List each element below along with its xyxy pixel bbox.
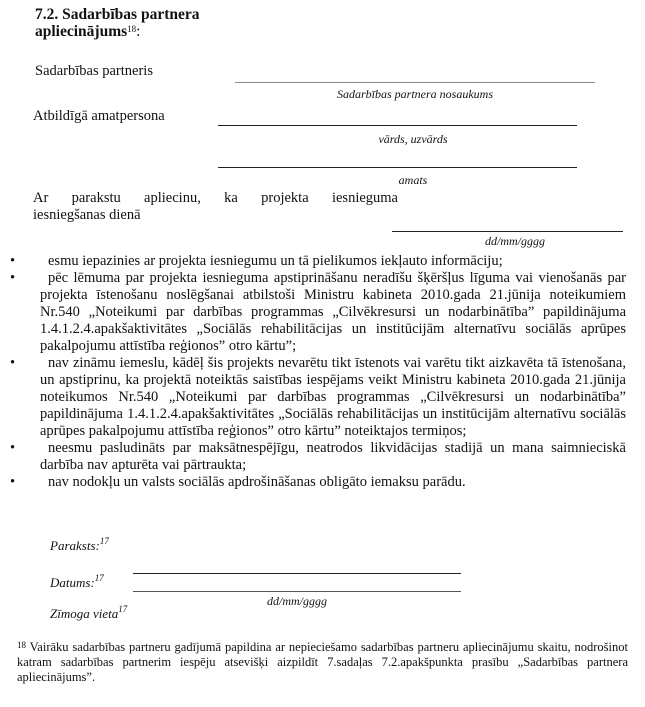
- list-item: [0, 440, 626, 474]
- list-item-text: pēc lēmuma par projekta iesnieguma apstiprināšanu neradīšu šķēršļus līguma vai vienošanās par projekta īstenošanu noslēgšanai atbilstoši Ministru kabineta 2010.gada 21.jūnija noteikumiem Nr.540 „Noteikumi par darbības programmas „Cilvēkresursi un nodarbinātība” papildinājuma 1.4.1.2.4.apakšaktivitātes „Sociālās rehabilitācijas un institūcijām alternatīvu sociālās aprūpes pakalpojumu attīstība reģionos” otro kārtu”;: [40, 270, 626, 354]
- official-name-field[interactable]: [218, 125, 577, 126]
- declaration-list: [0, 253, 626, 491]
- date-label: [50, 575, 104, 591]
- date-field[interactable]: [133, 591, 461, 592]
- signature-field[interactable]: [133, 573, 461, 574]
- footnote: [17, 640, 628, 685]
- list-item-text: nav zināmu iemeslu, kādēļ šis projekts nevarētu tikt īstenots vai varētu tikt aizkavēta tā īstenošana, un apstiprinu, ka projektā noteiktās saistības iespējams veikt Ministru kabineta 2010.gada 21.jūnija noteikumos Nr.540 „Noteikumi par darbības programmas „Cilvēkresursi un nodarbinātība” papildinājuma 1.4.1.2.4.apakšaktivitātes „Sociālās rehabilitācijas un institūcijām alternatīvu sociālās aprūpes pakalpojumu attīstība reģionos” otro kārtu” noteiktajos termiņos;: [40, 355, 626, 439]
- footnote-ref: 18: [127, 24, 137, 34]
- signature-label: [50, 538, 109, 554]
- title-colon: :: [136, 23, 141, 40]
- partner-caption: Sadarbības partnera nosaukums: [336, 87, 493, 101]
- footnote-ref: 17: [118, 604, 128, 614]
- statement-line-2: iesniegšanas dienā: [33, 207, 141, 223]
- statement-date-field[interactable]: [392, 231, 623, 232]
- list-item-text: nav nodokļu un valsts sociālās apdrošināšanas obligāto iemaksu parādu.: [48, 474, 466, 490]
- footnote-number: 18: [17, 640, 26, 650]
- footnote-ref: 17: [99, 536, 109, 546]
- title-line-1: 7.2. Sadarbības partnera: [35, 6, 200, 23]
- partner-name-field[interactable]: [235, 82, 595, 83]
- signature-label-text: Paraksts:: [50, 538, 100, 553]
- statement-line-1: Ar parakstu apliecinu, ka projekta iesnieguma: [33, 190, 398, 206]
- official-label: Atbildīgā amatpersona: [33, 108, 165, 124]
- list-item-text: esmu iepazinies ar projekta iesniegumu un tā pielikumos iekļauto informāciju;: [48, 253, 503, 269]
- official-position-field[interactable]: [218, 167, 577, 168]
- bullet-icon: •: [10, 474, 16, 490]
- list-item: [0, 355, 626, 440]
- list-item-text: neesmu pasludināts par maksātnespējīgu, neatrodos likvidācijas stadijā un mana saimnieciskā darbība nav apturēta vai pārtraukta;: [40, 440, 626, 473]
- footnote-ref: 17: [94, 573, 104, 583]
- footnote-text: Vairāku sadarbības partneru gadījumā papildina ar nepieciešamo sadarbības partneru apliecinājumu skaitu, nodrošinot katram sadarbības partnerim iespēju atsevišķi aizpildīt 7.sadaļas 7.2.apakšpunkta prasību „Sadarbības partnera apliecinājums”.: [17, 640, 628, 684]
- list-item: [0, 270, 626, 355]
- partner-label: Sadarbības partneris: [35, 63, 153, 79]
- stamp-label: [50, 606, 127, 622]
- bullet-icon: •: [10, 270, 16, 286]
- list-item: [0, 253, 626, 270]
- position-caption: amats: [398, 173, 428, 187]
- bullet-icon: •: [10, 440, 16, 456]
- stamp-label-text: Zīmoga vieta: [50, 606, 119, 621]
- bullet-icon: •: [10, 253, 16, 269]
- list-item: [0, 474, 626, 491]
- signature-date-caption: dd/mm/gggg: [267, 594, 327, 608]
- section-title: [35, 6, 200, 40]
- date-label-text: Datums:: [50, 575, 95, 590]
- bullet-icon: •: [10, 355, 16, 371]
- name-caption: vārds, uzvārds: [378, 132, 448, 146]
- title-line-2: apliecinājums: [35, 23, 128, 40]
- statement-date-caption: dd/mm/gggg: [485, 234, 545, 248]
